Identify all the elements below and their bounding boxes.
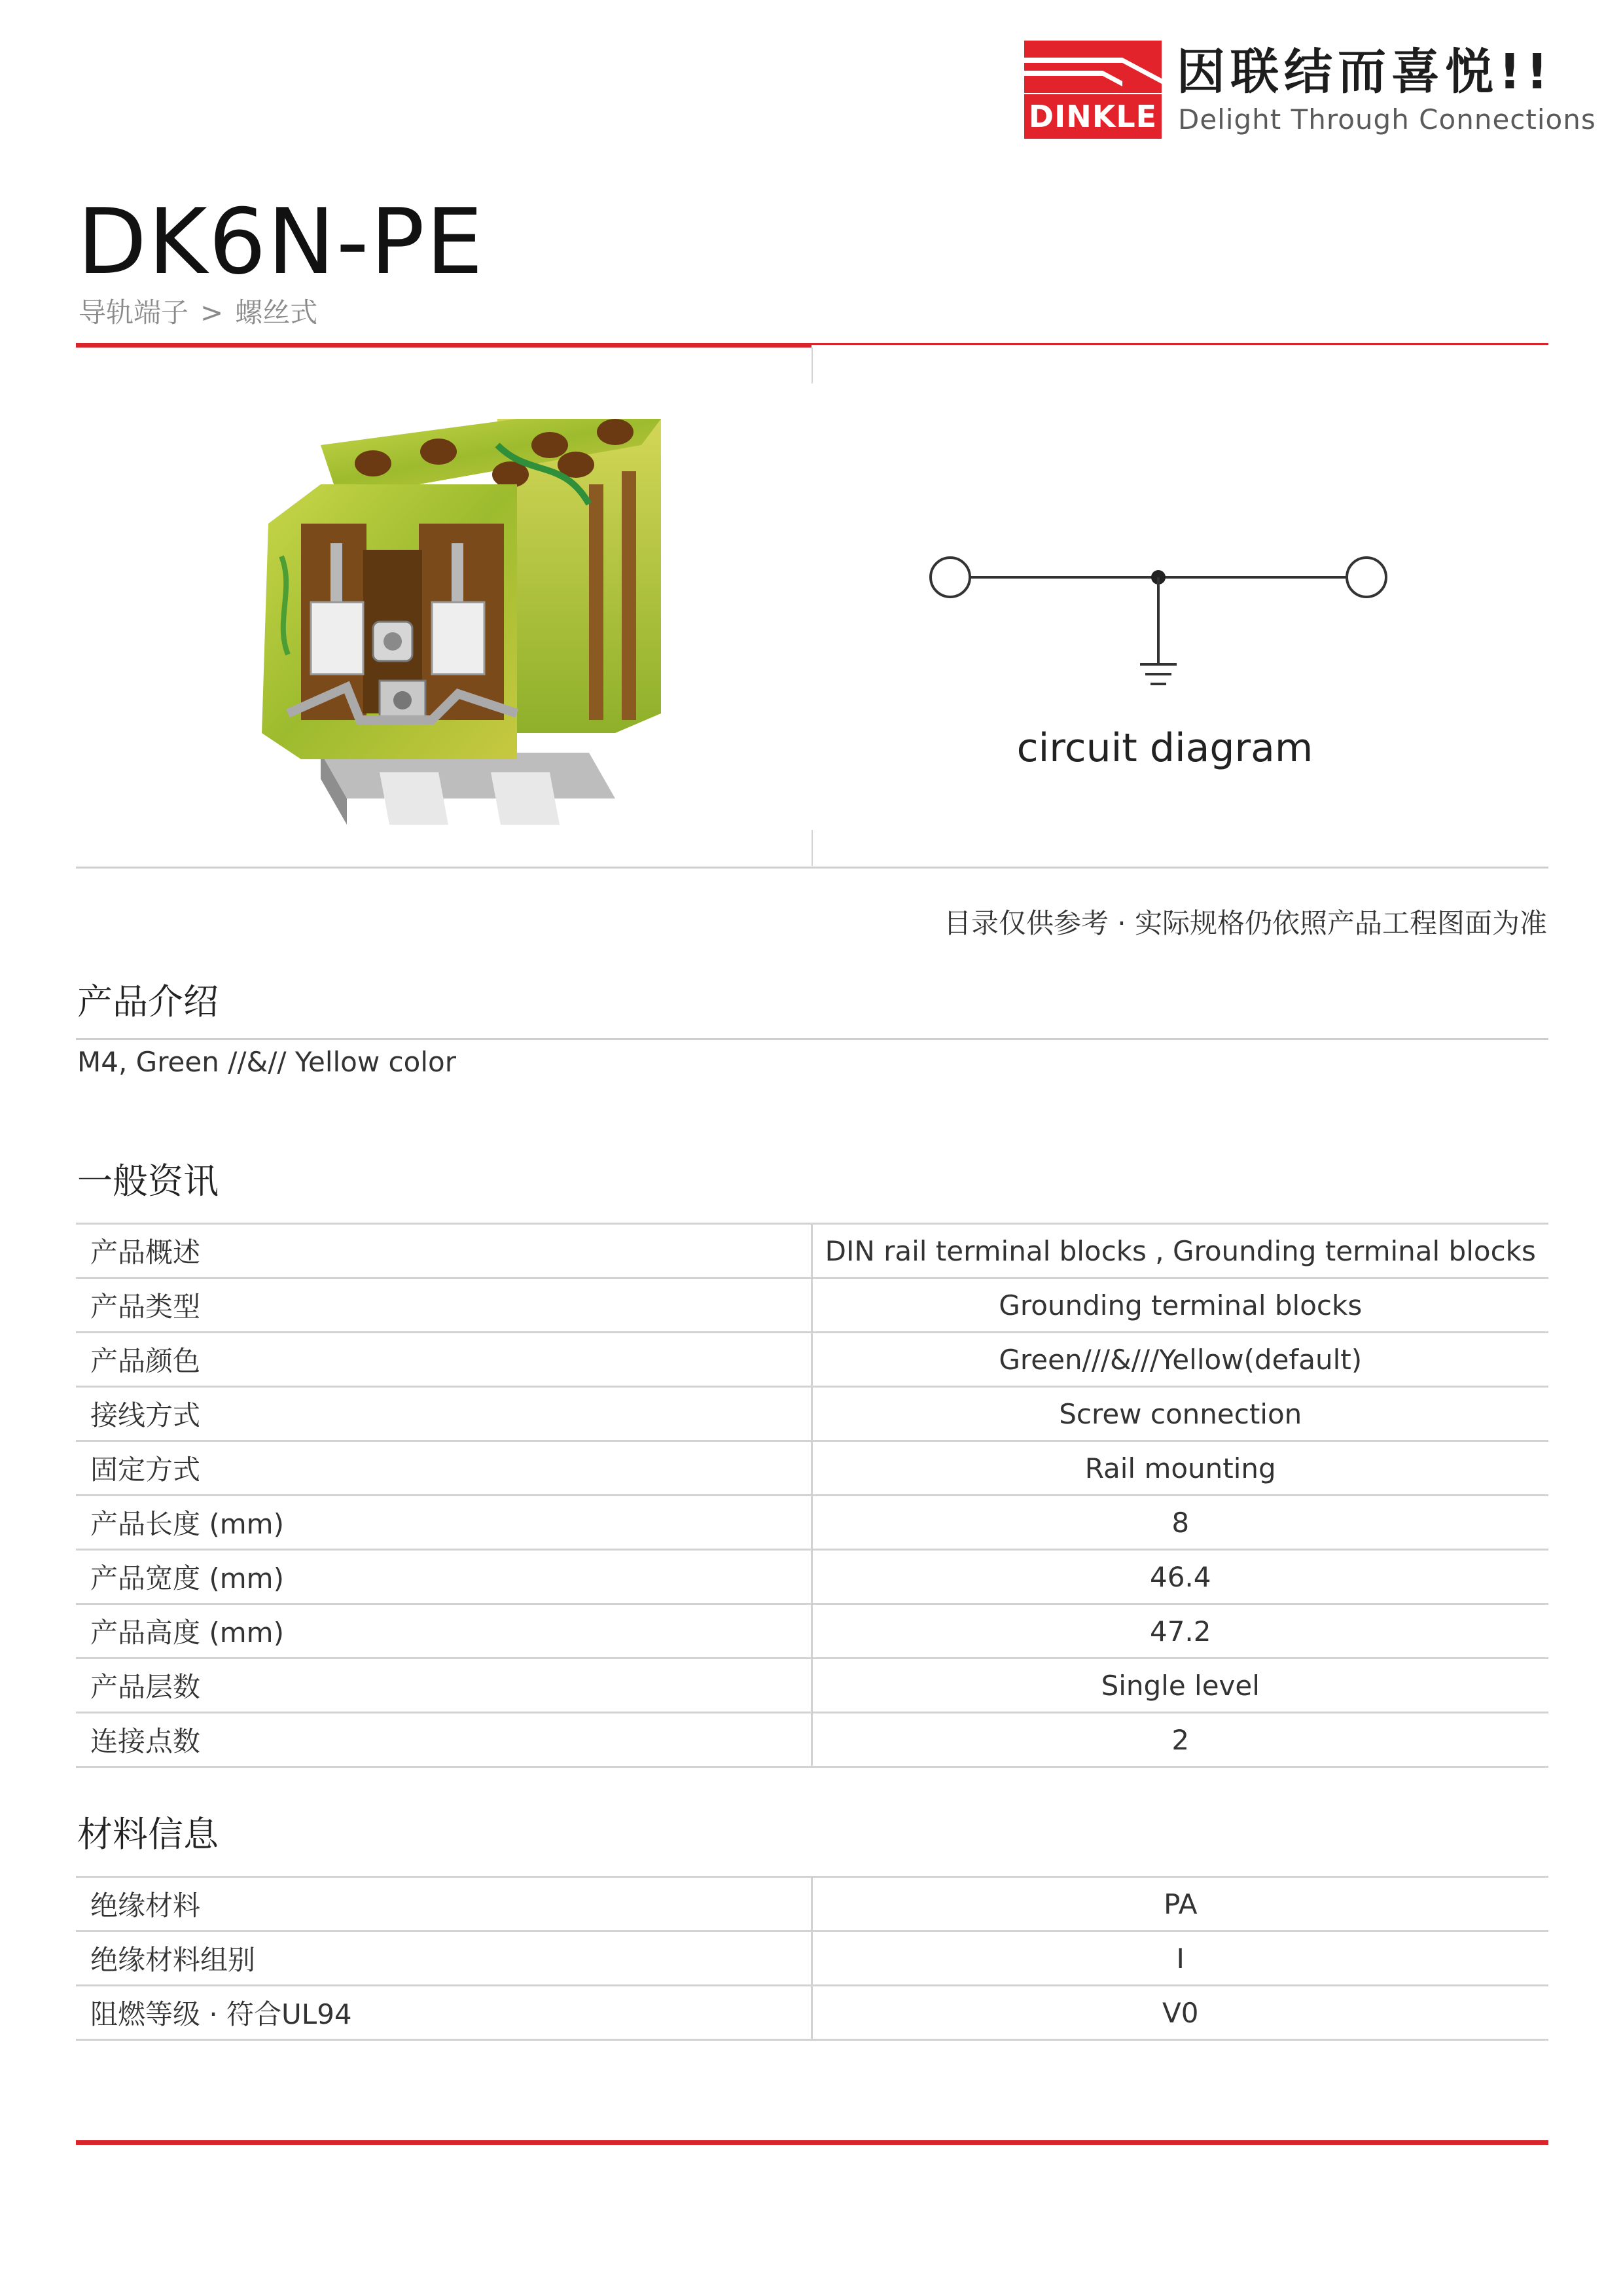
brand-logo xyxy=(1024,41,1596,145)
table-row xyxy=(76,1333,1548,1387)
breadcrumb-separator: > xyxy=(200,296,224,329)
terminal-block-photo-icon xyxy=(223,406,661,844)
spec-key: 固定方式 xyxy=(76,1441,812,1496)
logo-wordmark: DINKLE xyxy=(1024,94,1162,139)
spec-value: Grounding terminal blocks xyxy=(812,1278,1548,1333)
spec-key: 阻燃等级 · 符合UL94 xyxy=(76,1986,812,2040)
breadcrumb-item[interactable]: 导轨端子 xyxy=(79,296,189,329)
spec-key: 产品宽度 (mm) xyxy=(76,1550,812,1604)
spec-value: DIN rail terminal blocks , Grounding terminal blocks xyxy=(812,1224,1548,1278)
section-title-general: 一般资讯 xyxy=(77,1160,219,1202)
table-row xyxy=(76,1986,1548,2040)
table-row xyxy=(76,1713,1548,1767)
spec-value: V0 xyxy=(812,1986,1548,2040)
spec-value: Single level xyxy=(812,1659,1548,1713)
table-row xyxy=(76,1441,1548,1496)
brand-slogan-en: Delight Through Connections xyxy=(1178,103,1596,135)
table-row xyxy=(76,1550,1548,1604)
spec-value: 2 xyxy=(812,1713,1548,1767)
disclaimer-note: 目录仅供参考 · 实际规格仍依照产品工程图面为准 xyxy=(943,907,1547,939)
brand-slogan-cn: 因联结而喜悦!! xyxy=(1177,44,1554,100)
spec-key: 产品类型 xyxy=(76,1278,812,1333)
spec-value: PA xyxy=(812,1877,1548,1931)
table-row xyxy=(76,1387,1548,1441)
section-title-intro: 产品介绍 xyxy=(77,981,219,1022)
title-rule-thin xyxy=(812,343,1548,345)
table-row xyxy=(76,1877,1548,1931)
circuit-diagram-caption: circuit diagram xyxy=(1016,725,1313,771)
spec-value: Green///&///Yellow(default) xyxy=(812,1333,1548,1387)
spec-value: 46.4 xyxy=(812,1550,1548,1604)
table-row xyxy=(76,1604,1548,1659)
breadcrumb xyxy=(79,291,317,331)
spec-value: I xyxy=(812,1931,1548,1986)
circuit-diagram-icon xyxy=(929,550,1387,700)
spec-key: 产品长度 (mm) xyxy=(76,1496,812,1550)
table-row xyxy=(76,1931,1548,1986)
section-rule xyxy=(76,1038,1548,1040)
spec-key: 绝缘材料组别 xyxy=(76,1931,812,1986)
material-info-table xyxy=(76,1876,1548,2041)
footer-rule xyxy=(76,2140,1548,2145)
spec-value: 47.2 xyxy=(812,1604,1548,1659)
spec-key: 产品颜色 xyxy=(76,1333,812,1387)
spec-key: 产品概述 xyxy=(76,1224,812,1278)
spec-key: 绝缘材料 xyxy=(76,1877,812,1931)
figure-divider xyxy=(812,830,813,866)
spec-key: 产品高度 (mm) xyxy=(76,1604,812,1659)
spec-value: Rail mounting xyxy=(812,1441,1548,1496)
product-intro-text: M4, Green //&// Yellow color xyxy=(77,1046,456,1078)
figure-bottom-rule xyxy=(76,867,1548,869)
table-row xyxy=(76,1659,1548,1713)
spec-value: Screw connection xyxy=(812,1387,1548,1441)
spec-key: 连接点数 xyxy=(76,1713,812,1767)
title-rule xyxy=(76,343,812,348)
page-title: DK6N-PE xyxy=(77,189,484,295)
table-row xyxy=(76,1496,1548,1550)
spec-key: 接线方式 xyxy=(76,1387,812,1441)
table-row xyxy=(76,1278,1548,1333)
breadcrumb-item[interactable]: 螺丝式 xyxy=(235,296,318,329)
spec-key: 产品层数 xyxy=(76,1659,812,1713)
section-title-material: 材料信息 xyxy=(77,1814,219,1855)
general-info-table xyxy=(76,1223,1548,1768)
table-row xyxy=(76,1224,1548,1278)
figure-divider xyxy=(812,348,813,384)
spec-value: 8 xyxy=(812,1496,1548,1550)
